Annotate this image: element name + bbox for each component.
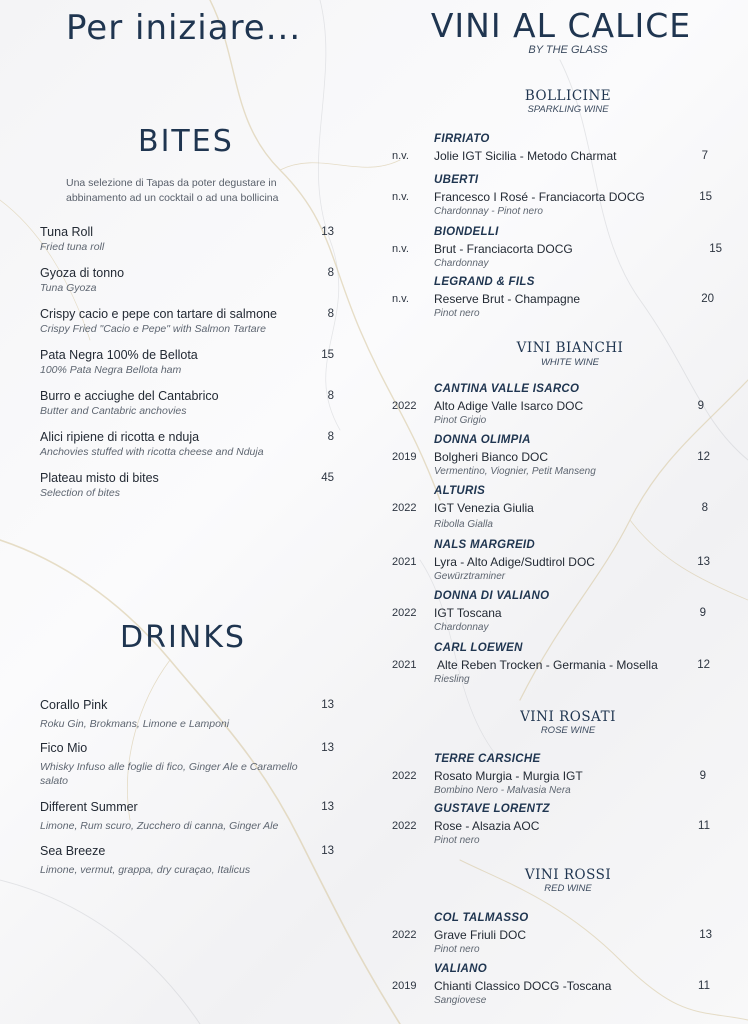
item-description: 100% Pata Negra Bellota ham (40, 364, 182, 376)
wine-name: Brut - Franciacorta DOCG (434, 242, 573, 256)
wine-grape: Ribolla Gialla (434, 519, 493, 530)
wine-name: Rosato Murgia - Murgia IGT (434, 769, 583, 783)
wine-price: 13 (697, 556, 710, 568)
wine-name: Francesco I Rosé - Franciacorta DOCG (434, 190, 645, 204)
wine-producer: LEGRAND & FILS (434, 276, 535, 288)
wine-producer: UBERTI (434, 174, 479, 186)
wine-grape: Chardonnay (434, 622, 489, 633)
bite-item (40, 306, 336, 347)
item-name: Alici ripiene di ricotta e nduja (40, 430, 200, 444)
wine-item (388, 485, 728, 535)
drink-item (40, 697, 336, 740)
wine-item (388, 539, 728, 589)
item-price: 13 (321, 801, 334, 813)
wine-grape: Pinot Grigio (434, 415, 487, 426)
wine-vintage: 2022 (392, 607, 417, 619)
drinks-heading: DRINKS (120, 620, 246, 655)
item-description: Butter and Cantabric anchovies (40, 405, 187, 417)
wine-vintage: n.v. (392, 150, 409, 162)
wine-grape: Pinot nero (434, 944, 480, 955)
wine-item (388, 803, 728, 853)
wine-price: 9 (699, 607, 706, 619)
bite-item (40, 224, 336, 265)
wine-grape: Riesling (434, 674, 470, 685)
item-price: 15 (321, 349, 334, 361)
section-subtitle-red: RED WINE (544, 883, 592, 894)
wine-vintage: 2022 (392, 929, 417, 941)
item-description: Roku Gin, Brokmans, Limone e Lamponi (40, 718, 230, 730)
wine-price: 7 (701, 150, 708, 162)
wine-name: Lyra - Alto Adige/Sudtirol DOC (434, 555, 595, 569)
wine-producer: NALS MARGREID (434, 539, 536, 551)
wine-vintage: 2019 (392, 451, 417, 463)
section-title-sparkling: BOLLICINE (524, 88, 612, 104)
wine-grape: Chardonnay (434, 258, 489, 269)
item-name: Gyoza di tonno (40, 266, 125, 280)
wine-vintage: n.v. (392, 243, 409, 255)
item-name: Fico Mio (40, 741, 88, 755)
drink-item (40, 843, 336, 876)
wine-price: 13 (699, 929, 712, 941)
item-name: Crispy cacio e pepe con tartare di salmone (40, 307, 277, 321)
section-subtitle-rose: ROSE WINE (540, 725, 596, 736)
wine-price: 11 (698, 980, 710, 992)
item-price: 45 (321, 472, 334, 484)
wine-producer: GUSTAVE LORENTZ (434, 803, 550, 815)
wine-producer: VALIANO (434, 963, 487, 975)
wine-name: Grave Friuli DOC (434, 928, 527, 942)
item-name: Pata Negra 100% de Bellota (40, 348, 198, 362)
wine-item (388, 434, 728, 484)
item-price: 8 (327, 267, 334, 279)
item-description: Limone, vermut, grappa, dry curaçao, Italicus (40, 864, 251, 876)
wine-grape: Sangiovese (434, 995, 487, 1006)
bite-item (40, 470, 336, 511)
wine-price: 11 (698, 820, 710, 832)
item-description: Tuna Gyoza (40, 282, 97, 294)
item-description: Limone, Rum scuro, Zucchero di canna, Ginger Ale (40, 820, 279, 832)
wine-item (388, 276, 728, 326)
wine-producer: BIONDELLI (434, 226, 499, 238)
wine-item (388, 912, 728, 962)
wine-title: VINI AL CALICE (430, 6, 692, 45)
wine-vintage: 2021 (392, 556, 417, 568)
wine-price: 12 (697, 659, 710, 671)
item-price: 8 (327, 390, 334, 402)
wine-price: 20 (701, 293, 714, 305)
drink-item (40, 740, 336, 799)
wine-name: Chianti Classico DOCG -Toscana (434, 979, 612, 993)
bites-list (40, 224, 336, 511)
wine-item (388, 590, 728, 640)
wine-name: Alte Reben Trocken - Germania - Mosella (437, 658, 658, 672)
item-name: Different Summer (40, 800, 138, 814)
item-name: Plateau misto di bites (40, 471, 159, 485)
wine-subtitle: BY THE GLASS (528, 44, 608, 56)
wine-name: Reserve Brut - Champagne (434, 292, 581, 306)
bites-intro: Una selezione di Tapas da poter degustare in abbinamento ad un cocktail o ad una bollicina (66, 177, 279, 204)
section-subtitle-white: WHITE WINE (540, 357, 600, 368)
wine-producer: COL TALMASSO (434, 912, 529, 924)
wine-price: 15 (709, 243, 722, 255)
item-name: Tuna Roll (40, 225, 94, 239)
wine-producer: CANTINA VALLE ISARCO (434, 383, 580, 395)
wine-producer: DONNA OLIMPIA (434, 434, 531, 446)
wine-price: 8 (701, 502, 708, 514)
wine-price: 9 (699, 770, 706, 782)
wine-name: Rose - Alsazia AOC (434, 819, 540, 833)
item-name: Sea Breeze (40, 844, 106, 858)
wine-name: Jolie IGT Sicilia - Metodo Charmat (434, 149, 617, 163)
wine-producer: DONNA DI VALIANO (434, 590, 550, 602)
wine-producer: CARL LOEWEN (434, 642, 523, 654)
item-name: Corallo Pink (40, 698, 108, 712)
bite-item (40, 388, 336, 429)
item-description: Crispy Fried "Cacio e Pepe" with Salmon Tartare (40, 323, 266, 335)
item-description: Anchovies stuffed with ricotta cheese and Nduja (40, 446, 264, 458)
wine-item (388, 753, 728, 803)
item-price: 8 (327, 431, 334, 443)
wine-grape: Pinot nero (434, 835, 480, 846)
wine-producer: TERRE CARSICHE (434, 753, 541, 765)
wine-item (388, 963, 728, 1013)
wine-price: 9 (697, 400, 704, 412)
wine-producer: ALTURIS (434, 485, 486, 497)
wine-name: Bolgheri Bianco DOC (434, 450, 549, 464)
item-price: 13 (321, 742, 334, 754)
bite-item (40, 429, 336, 470)
item-name: Burro e acciughe del Cantabrico (40, 389, 219, 403)
drink-item (40, 799, 336, 843)
item-price: 13 (321, 845, 334, 857)
wine-vintage: n.v. (392, 293, 409, 305)
item-price: 13 (321, 699, 334, 711)
section-title-red: VINI ROSSI (524, 867, 612, 883)
bite-item (40, 347, 336, 388)
wine-name: IGT Toscana (434, 606, 502, 620)
wine-item (388, 383, 728, 433)
drinks-list (40, 697, 336, 876)
wine-item (388, 226, 728, 276)
item-description: Selection of bites (40, 487, 120, 499)
wine-grape: Vermentino, Viognier, Petit Manseng (434, 466, 596, 477)
wine-grape: Chardonnay - Pinot nero (434, 206, 543, 217)
wine-price: 15 (699, 191, 712, 203)
wine-producer: FIRRIATO (434, 133, 490, 145)
wine-name: Alto Adige Valle Isarco DOC (434, 399, 584, 413)
wine-grape: Gewürztraminer (434, 571, 506, 582)
bites-heading: BITES (138, 124, 234, 159)
section-subtitle-sparkling: SPARKLING WINE (527, 104, 609, 115)
wine-vintage: 2022 (392, 400, 417, 412)
wine-name: IGT Venezia Giulia (434, 501, 534, 515)
bite-item (40, 265, 336, 306)
wine-price: 12 (697, 451, 710, 463)
wine-item (388, 642, 728, 692)
wine-vintage: 2019 (392, 980, 417, 992)
wine-vintage: 2022 (392, 502, 417, 514)
item-description: Whisky Infuso alle foglie di fico, Ginger Ale e Caramello salato (40, 761, 298, 787)
wine-vintage: 2022 (392, 770, 417, 782)
wine-grape: Bombino Nero - Malvasia Nera (434, 785, 571, 796)
wine-grape: Pinot nero (434, 308, 480, 319)
wine-vintage: n.v. (392, 191, 409, 203)
item-price: 13 (321, 226, 334, 238)
wine-vintage: 2022 (392, 820, 417, 832)
section-title-rose: VINI ROSATI (520, 709, 616, 725)
page-title: Per iniziare... (66, 8, 302, 48)
wine-item (388, 174, 728, 224)
wine-vintage: 2021 (392, 659, 417, 671)
item-price: 8 (327, 308, 334, 320)
section-title-white: VINI BIANCHI (516, 340, 624, 356)
item-description: Fried tuna roll (40, 241, 105, 253)
